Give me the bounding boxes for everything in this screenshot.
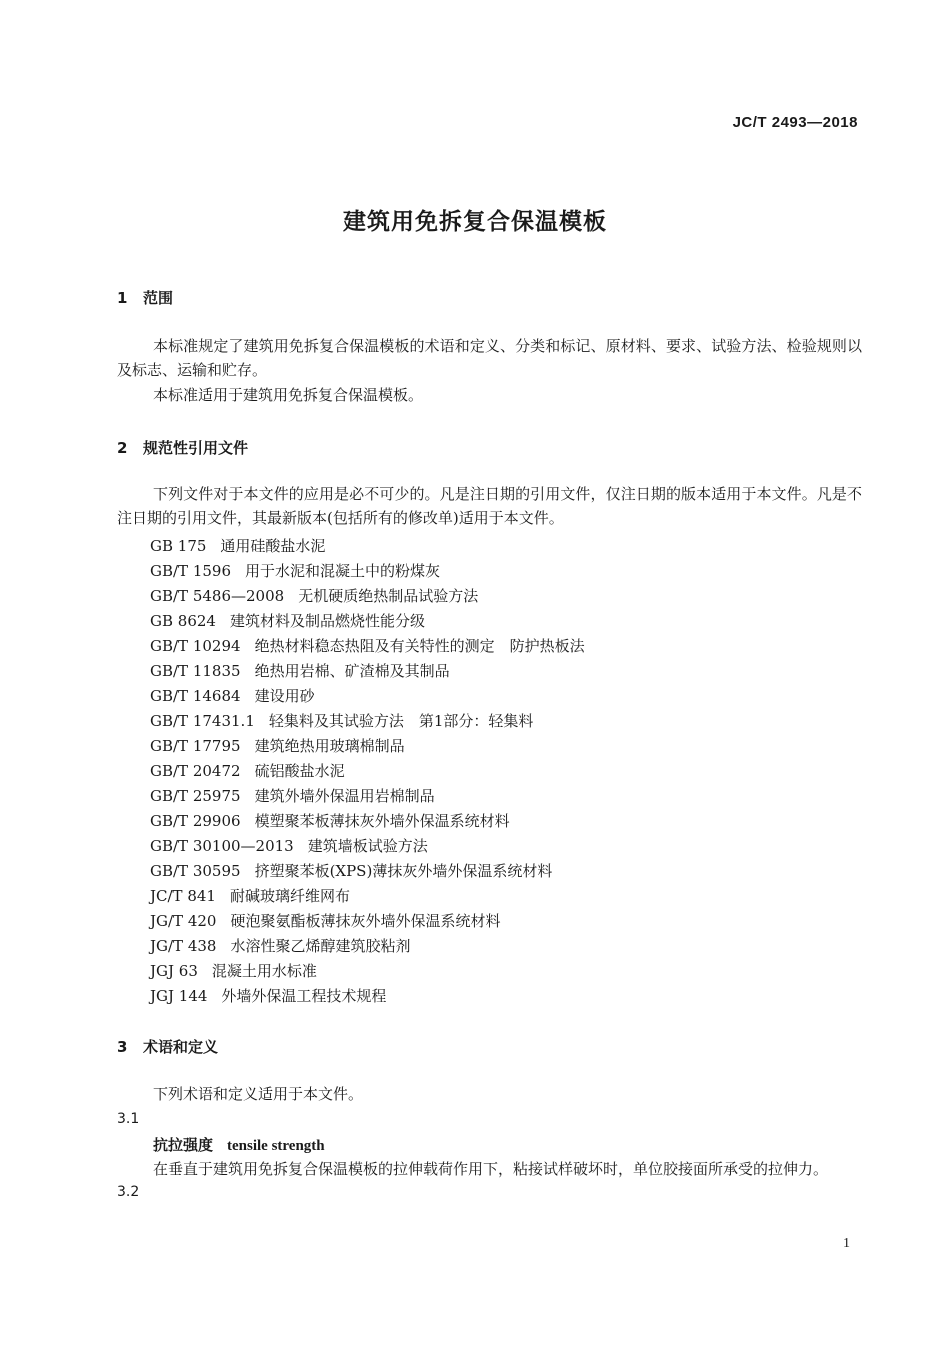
reference-code: GB/T 10294 [150,637,241,655]
section-title: 规范性引用文件 [143,439,249,457]
reference-code: GB/T 30595 [150,862,241,880]
reference-item [150,709,585,734]
reference-item [150,984,585,1009]
reference-item [150,734,585,759]
reference-title: 建筑材料及制品燃烧性能分级 [229,612,425,630]
reference-item [150,559,585,584]
reference-code: GB 175 [150,537,207,555]
reference-list [150,534,585,1009]
document-title: 建筑用免拆复合保温模板 [343,209,607,235]
reference-code: GB/T 14684 [150,687,241,705]
term-chinese: 抗拉强度 [153,1136,214,1154]
reference-title: 挤塑聚苯板(XPS)薄抹灰外墙外保温系统材料 [254,862,553,880]
reference-title: 耐碱玻璃纤维网布 [229,887,350,905]
reference-title: 轻集料及其试验方法 第1部分：轻集料 [268,712,534,730]
reference-title: 硬泡聚氨酯板薄抹灰外墙外保温系统材料 [230,912,501,930]
section-title: 范围 [143,289,174,307]
reference-item [150,934,585,959]
scope-paragraph-2: 本标准适用于建筑用免拆复合保温模板。 [153,386,424,404]
reference-title: 建设用砂 [254,687,315,705]
section-number: 3 [117,1038,128,1056]
reference-code: GB/T 20472 [150,762,241,780]
section-title: 术语和定义 [143,1038,219,1056]
reference-code: GB/T 17795 [150,737,241,755]
reference-title: 绝热材料稳态热阻及有关特性的测定 防护热板法 [254,637,585,655]
reference-code: GB/T 17431.1 [150,712,255,730]
reference-title: 绝热用岩棉、矿渣棉及其制品 [254,662,450,680]
reference-code: JGJ 63 [150,962,198,980]
reference-item [150,634,585,659]
reference-code: GB/T 29906 [150,812,241,830]
term-number: 3.1 [117,1111,140,1127]
reference-title: 建筑外墙外保温用岩棉制品 [254,787,435,805]
reference-code: GB 8624 [150,612,216,630]
page-number: 1 [843,1236,850,1251]
section-number: 1 [117,289,128,307]
reference-title: 无机硬质绝热制品试验方法 [298,587,479,605]
reference-code: JG/T 420 [150,912,217,930]
reference-item [150,609,585,634]
reference-code: GB/T 25975 [150,787,241,805]
reference-code: JGJ 144 [150,987,208,1005]
terms-intro: 下列术语和定义适用于本文件。 [153,1085,364,1103]
term-number: 3.2 [117,1184,140,1200]
reference-item [150,584,585,609]
reference-title: 用于水泥和混凝土中的粉煤灰 [245,562,441,580]
reference-title: 水溶性聚乙烯醇建筑胶粘剂 [230,937,411,955]
reference-item [150,759,585,784]
reference-title: 外墙外保温工程技术规程 [221,987,387,1005]
reference-item [150,859,585,884]
reference-code: GB/T 1596 [150,562,232,580]
normative-intro: 下列文件对于本文件的应用是必不可少的。凡是注日期的引用文件，仅注日期的版本适用于本文件。凡是不注日期的引用文件，其最新版本(包括所有的修改单)适用于本文件。 [117,485,862,527]
reference-item [150,659,585,684]
reference-item [150,684,585,709]
reference-item [150,909,585,934]
scope-paragraph-1: 本标准规定了建筑用免拆复合保温模板的术语和定义、分类和标记、原材料、要求、试验方法、检验规则以及标志、运输和贮存。 [117,337,862,379]
standard-code: JC/T 2493—2018 [732,114,858,131]
section-2-heading [117,437,248,458]
section-number: 2 [117,439,128,457]
reference-title: 建筑墙板试验方法 [307,837,428,855]
reference-item [150,884,585,909]
reference-code: GB/T 11835 [150,662,241,680]
reference-title: 通用硅酸盐水泥 [220,537,326,555]
reference-title: 硫铝酸盐水泥 [254,762,345,780]
reference-item [150,809,585,834]
reference-item [150,534,585,559]
reference-title: 建筑绝热用玻璃棉制品 [254,737,405,755]
reference-item [150,959,585,984]
term-heading [153,1134,325,1155]
reference-code: JG/T 438 [150,937,217,955]
reference-code: GB/T 30100—2013 [150,837,294,855]
term-definition: 在垂直于建筑用免拆复合保温模板的拉伸载荷作用下，粘接试样破坏时，单位胶接面所承受的拉伸力。 [153,1160,829,1178]
term-english: tensile strength [227,1138,325,1154]
reference-code: JC/T 841 [150,887,216,905]
reference-title: 混凝土用水标准 [211,962,317,980]
section-3-heading [117,1036,218,1057]
reference-item [150,784,585,809]
section-1-heading [117,287,173,308]
reference-code: GB/T 5486—2008 [150,587,285,605]
reference-item [150,834,585,859]
reference-title: 模塑聚苯板薄抹灰外墙外保温系统材料 [254,812,510,830]
